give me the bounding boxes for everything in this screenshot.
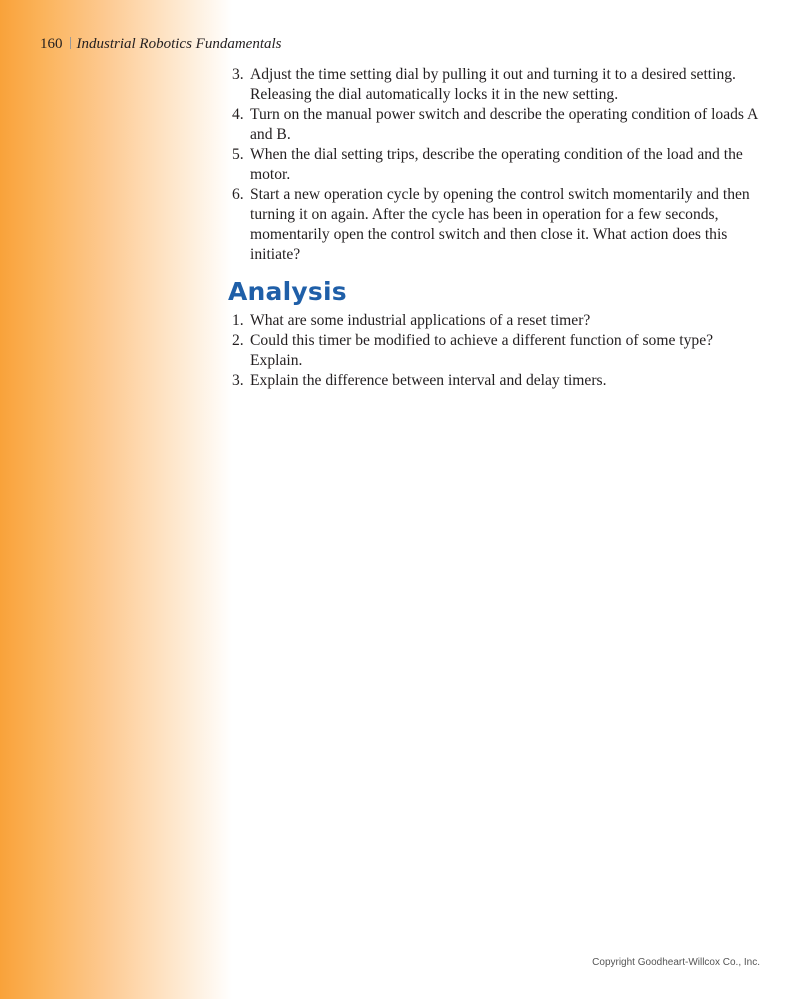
copyright-notice: Copyright Goodheart-Willcox Co., Inc. bbox=[592, 957, 760, 968]
running-head bbox=[40, 35, 282, 53]
step-number: 3. bbox=[232, 66, 244, 83]
question-text: Explain the difference between interval and delay timers. bbox=[250, 372, 607, 389]
procedure-steps bbox=[232, 65, 760, 265]
question-text: What are some industrial applications of a reset timer? bbox=[250, 312, 591, 329]
step-text: Start a new operation cycle by opening the control switch momentarily and then turning it on again. After the cycle has been in operation for a few seconds, momentarily open the control switch and then close it. What action does this initiate? bbox=[250, 186, 750, 263]
header-divider bbox=[70, 37, 71, 49]
list-item bbox=[232, 185, 760, 265]
step-number: 5. bbox=[232, 146, 244, 163]
step-text: When the dial setting trips, describe the operating condition of the load and the motor. bbox=[250, 146, 743, 183]
list-item bbox=[232, 105, 760, 145]
step-text: Adjust the time setting dial by pulling it out and turning it to a desired setting. Releasing the dial automatically locks it in the new setting. bbox=[250, 66, 736, 103]
question-number: 1. bbox=[232, 312, 244, 329]
list-item bbox=[232, 311, 760, 331]
analysis-questions bbox=[232, 311, 760, 391]
list-item bbox=[232, 65, 760, 105]
page-number: 160 bbox=[40, 36, 63, 52]
question-number: 3. bbox=[232, 372, 244, 389]
analysis-heading: Analysis bbox=[228, 277, 347, 306]
question-number: 2. bbox=[232, 332, 244, 349]
list-item bbox=[232, 371, 760, 391]
page-content bbox=[228, 65, 760, 391]
step-text: Turn on the manual power switch and describe the operating condition of loads A and B. bbox=[250, 106, 758, 143]
list-item bbox=[232, 145, 760, 185]
question-text: Could this timer be modified to achieve a different function of some type? Explain. bbox=[250, 332, 714, 369]
step-number: 4. bbox=[232, 106, 244, 123]
list-item bbox=[232, 331, 760, 371]
step-number: 6. bbox=[232, 186, 244, 203]
book-title: Industrial Robotics Fundamentals bbox=[76, 36, 282, 52]
side-gradient-band bbox=[0, 0, 232, 999]
